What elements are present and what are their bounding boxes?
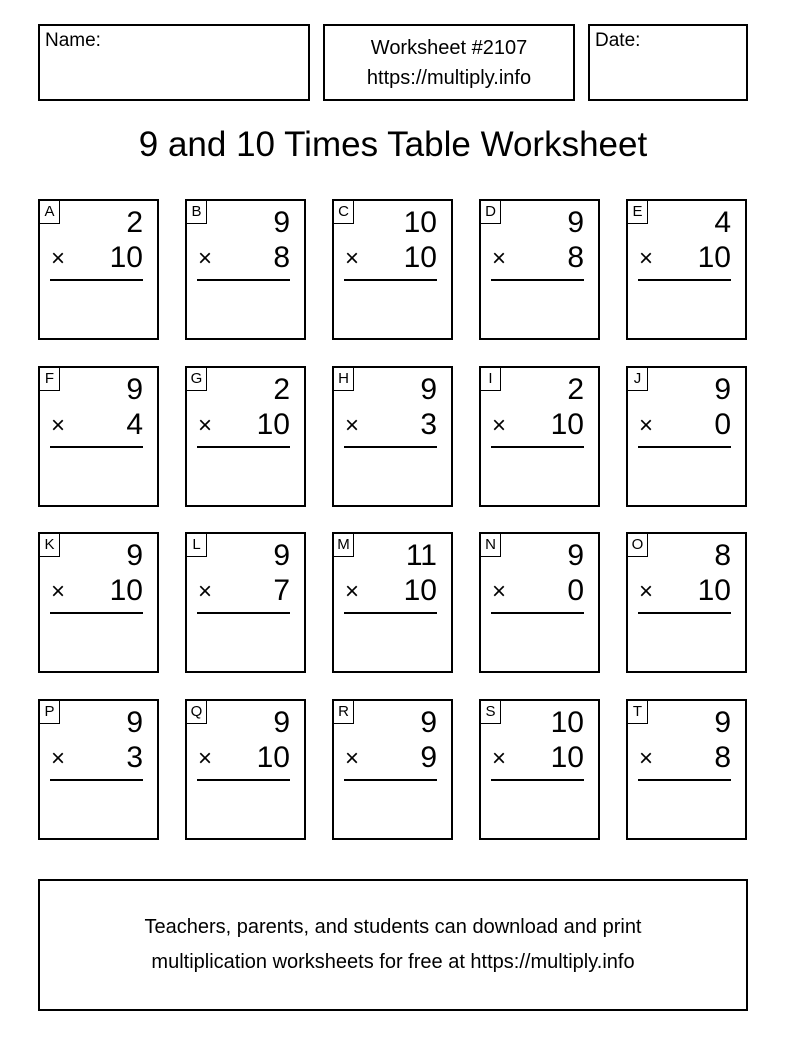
multiply-sign: × [492, 412, 507, 439]
answer-line [491, 279, 584, 281]
answer-line [197, 779, 290, 781]
multiply-sign: × [345, 578, 360, 605]
multiplier: 0 [714, 408, 731, 441]
footer-line-2: multiplication worksheets for free at https://multiply.info [151, 951, 635, 973]
problem-letter: R [334, 701, 354, 724]
problem-a[interactable] [38, 199, 159, 340]
multiplier: 10 [109, 574, 143, 607]
problem-t[interactable] [626, 699, 747, 840]
answer-line [344, 446, 437, 448]
problem-letter: B [187, 201, 207, 224]
multiplier: 10 [550, 741, 584, 774]
problem-letter: D [481, 201, 501, 224]
answer-line [491, 779, 584, 781]
page-title: 9 and 10 Times Table Worksheet [138, 125, 648, 164]
multiplier: 8 [273, 241, 290, 274]
multiplicand: 9 [273, 706, 290, 739]
multiplicand: 9 [567, 206, 584, 239]
problem-k[interactable] [38, 532, 159, 673]
multiplier: 4 [126, 408, 143, 441]
problem-letter: E [628, 201, 648, 224]
answer-line [50, 779, 143, 781]
problem-q[interactable] [185, 699, 306, 840]
problem-letter: P [40, 701, 60, 724]
multiplicand: 9 [420, 373, 437, 406]
multiplier: 9 [420, 741, 437, 774]
answer-line [638, 446, 731, 448]
multiply-sign: × [492, 578, 507, 605]
problem-letter: H [334, 368, 354, 391]
problem-letter: L [187, 534, 207, 557]
problem-h[interactable] [332, 366, 453, 507]
problem-letter: O [628, 534, 648, 557]
footer-line-1: Teachers, parents, and students can download and print [144, 916, 642, 938]
multiplier: 7 [273, 574, 290, 607]
multiplier: 10 [550, 408, 584, 441]
problem-letter: S [481, 701, 501, 724]
problem-n[interactable] [479, 532, 600, 673]
name-label: Name: [45, 30, 101, 51]
multiplier: 10 [697, 241, 731, 274]
multiplicand: 9 [273, 206, 290, 239]
answer-line [50, 446, 143, 448]
problem-letter: N [481, 534, 501, 557]
problem-l[interactable] [185, 532, 306, 673]
answer-line [197, 612, 290, 614]
problem-o[interactable] [626, 532, 747, 673]
date-label: Date: [595, 30, 641, 51]
multiply-sign: × [639, 245, 654, 272]
answer-line [197, 279, 290, 281]
answer-line [491, 612, 584, 614]
answer-line [50, 279, 143, 281]
problem-letter: J [628, 368, 648, 391]
multiplicand: 4 [714, 206, 731, 239]
answer-line [344, 779, 437, 781]
multiply-sign: × [198, 745, 213, 772]
worksheet-number: Worksheet #2107 [370, 37, 528, 59]
multiply-sign: × [492, 745, 507, 772]
multiplier: 10 [256, 741, 290, 774]
multiplicand: 9 [714, 373, 731, 406]
problem-letter: A [40, 201, 60, 224]
problem-letter: C [334, 201, 354, 224]
multiply-sign: × [51, 745, 66, 772]
answer-line [50, 612, 143, 614]
problem-p[interactable] [38, 699, 159, 840]
multiplier: 10 [697, 574, 731, 607]
problem-letter: G [187, 368, 207, 391]
answer-line [344, 279, 437, 281]
multiplicand: 9 [714, 706, 731, 739]
multiplier: 8 [567, 241, 584, 274]
multiplicand: 9 [273, 539, 290, 572]
multiply-sign: × [345, 412, 360, 439]
problem-m[interactable] [332, 532, 453, 673]
problem-r[interactable] [332, 699, 453, 840]
multiplicand: 9 [420, 706, 437, 739]
multiply-sign: × [198, 245, 213, 272]
multiplicand: 11 [405, 539, 437, 572]
name-field-box[interactable] [38, 24, 310, 101]
multiply-sign: × [198, 412, 213, 439]
answer-line [197, 446, 290, 448]
multiply-sign: × [51, 245, 66, 272]
problem-letter: I [481, 368, 501, 391]
multiply-sign: × [345, 745, 360, 772]
problem-letter: Q [187, 701, 207, 724]
multiplicand: 2 [567, 373, 584, 406]
multiply-sign: × [51, 578, 66, 605]
multiplicand: 2 [126, 206, 143, 239]
multiply-sign: × [51, 412, 66, 439]
multiplicand: 9 [126, 706, 143, 739]
problem-j[interactable] [626, 366, 747, 507]
multiplicand: 8 [714, 539, 731, 572]
multiplicand: 10 [403, 206, 437, 239]
multiplier: 3 [126, 741, 143, 774]
multiplicand: 9 [567, 539, 584, 572]
multiplier: 10 [256, 408, 290, 441]
multiply-sign: × [492, 245, 507, 272]
problem-i[interactable] [479, 366, 600, 507]
problem-letter: F [40, 368, 60, 391]
multiplier: 0 [567, 574, 584, 607]
problem-f[interactable] [38, 366, 159, 507]
answer-line [344, 612, 437, 614]
problem-d[interactable] [479, 199, 600, 340]
multiplicand: 9 [126, 373, 143, 406]
worksheet-info-box [323, 24, 575, 101]
multiply-sign: × [639, 412, 654, 439]
problem-letter: K [40, 534, 60, 557]
multiplier: 10 [109, 241, 143, 274]
multiplier: 10 [403, 241, 437, 274]
site-url: https://multiply.info [366, 67, 532, 89]
multiplicand: 9 [126, 539, 143, 572]
multiplier: 10 [403, 574, 437, 607]
answer-line [638, 279, 731, 281]
multiply-sign: × [639, 578, 654, 605]
problem-e[interactable] [626, 199, 747, 340]
problem-s[interactable] [479, 699, 600, 840]
date-field-box[interactable] [588, 24, 748, 101]
multiply-sign: × [345, 245, 360, 272]
problem-letter: T [628, 701, 648, 724]
answer-line [491, 446, 584, 448]
multiply-sign: × [198, 578, 213, 605]
footer-note [38, 879, 748, 1011]
multiply-sign: × [639, 745, 654, 772]
multiplier: 3 [420, 408, 437, 441]
multiplier: 8 [714, 741, 731, 774]
problem-letter: M [334, 534, 354, 557]
answer-line [638, 612, 731, 614]
problem-c[interactable] [332, 199, 453, 340]
problem-b[interactable] [185, 199, 306, 340]
multiplicand: 10 [550, 706, 584, 739]
problem-g[interactable] [185, 366, 306, 507]
multiplicand: 2 [273, 373, 290, 406]
answer-line [638, 779, 731, 781]
